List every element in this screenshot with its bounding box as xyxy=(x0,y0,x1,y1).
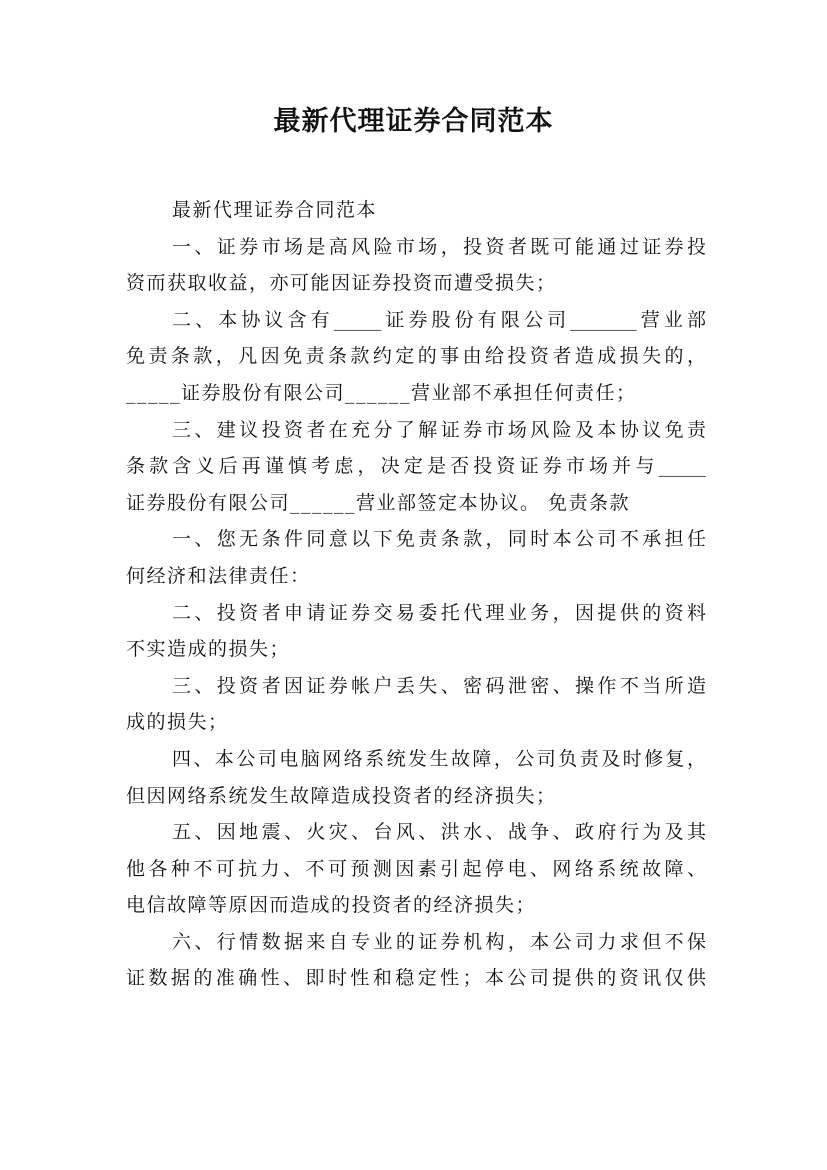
body-line: 最新代理证券合同范本 xyxy=(172,199,378,221)
body-line: _____证券股份有限公司______营业部不承担任何责任； xyxy=(126,381,637,404)
body-line: 二、本协议含有_____证券股份有限公司_______营业部 xyxy=(172,308,706,331)
body-line: 五、因地震、火灾、台风、洪水、战争、政府行为及其 xyxy=(172,821,706,844)
body-line: 成的损失； xyxy=(126,711,229,734)
body-line: 证数据的准确性、即时性和稳定性；本公司提供的资讯仅供 xyxy=(126,967,706,990)
body-line: 但因网络系统发生故障造成投资者的经济损失； xyxy=(126,784,557,807)
body-line: 不实造成的损失； xyxy=(126,638,291,661)
body-line: 一、您无条件同意以下免责条款，同时本公司不承担任 xyxy=(172,528,706,551)
body-line: 何经济和法律责任： xyxy=(126,564,311,587)
body-line: 免责条款，凡因免责条款约定的事由给投资者造成损失的， xyxy=(126,345,706,368)
body-line: 条款含义后再谨慎考虑，决定是否投资证券市场并与_____ xyxy=(126,455,706,478)
body-line: 电信故障等原因而造成的投资者的经济损失； xyxy=(126,894,537,917)
body-line: 三、投资者因证券帐户丢失、密码泄密、操作不当所造 xyxy=(172,674,706,697)
body-line: 三、建议投资者在充分了解证券市场风险及本协议免责 xyxy=(172,418,706,441)
document-body xyxy=(126,192,706,997)
body-line: 他各种不可抗力、不可预测因素引起停电、网络系统故障、 xyxy=(126,857,706,880)
body-line: 四、本公司电脑网络系统发生故障，公司负责及时修复， xyxy=(172,747,706,770)
body-line: 二、投资者申请证券交易委托代理业务，因提供的资料 xyxy=(172,601,706,624)
document-title: 最新代理证券合同范本 xyxy=(273,106,554,137)
body-line: 资而获取收益，亦可能因证券投资而遭受损失； xyxy=(126,272,557,295)
body-line: 六、行情数据来自专业的证券机构，本公司力求但不保 xyxy=(172,930,706,953)
body-line: 一、证券市场是高风险市场，投资者既可能通过证券投 xyxy=(172,235,706,258)
body-line: 证券股份有限公司______营业部签定本协议。 免责条款 xyxy=(126,491,631,514)
